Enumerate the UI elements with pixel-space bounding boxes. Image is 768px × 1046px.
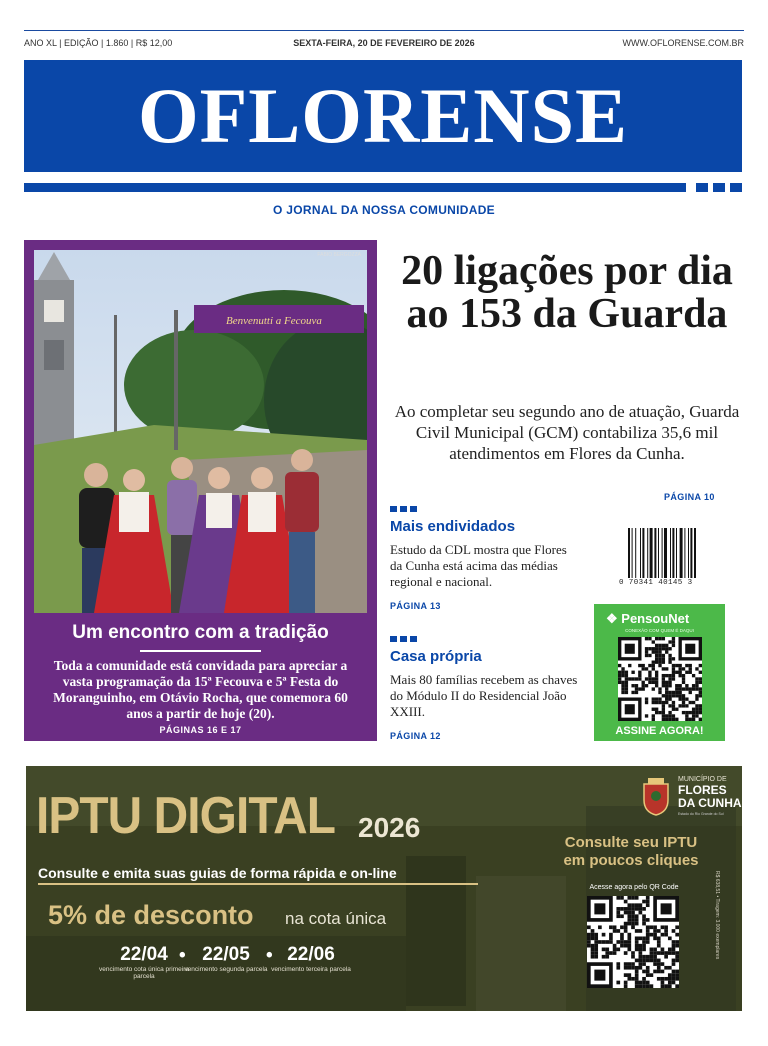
photo-credit: FABIO BERGOZZA <box>317 252 361 258</box>
festival-photo <box>34 250 367 613</box>
iptu-description: Consulte e emita suas guias de forma rápida e on-line <box>38 865 397 881</box>
due-date-caption: vencimento cota única primeira parcela <box>99 966 189 980</box>
issue-date: SEXTA-FEIRA, 20 DE FEVEREIRO DE 2026 <box>293 38 475 48</box>
iptu-ad[interactable] <box>26 766 742 1011</box>
feature-rule <box>140 650 261 652</box>
due-date-value: 22/06 <box>287 944 335 965</box>
masthead-rule <box>24 183 686 192</box>
feature-photo <box>34 250 367 613</box>
masthead <box>24 60 742 172</box>
rule-square <box>713 183 725 192</box>
brief-page-debt[interactable]: PÁGINA 13 <box>390 601 441 611</box>
feature-page-ref[interactable]: PÁGINAS 16 E 17 <box>159 725 242 735</box>
subscribe-button[interactable]: ASSINE AGORA! <box>615 725 704 737</box>
separator-dot: • <box>179 945 186 966</box>
municipality-label: MUNICÍPIO DE <box>678 776 727 783</box>
municipality-state: Estado do Rio Grande do Sul <box>678 812 724 816</box>
brief-title-debt[interactable]: Mais endividados <box>390 518 516 535</box>
tagline: O JORNAL DA NOSSA COMUNIDADE <box>273 203 495 217</box>
main-standfirst: Ao completar seu segundo ano de atuação, Guarda Civil Municipal (GCM) contabiliza 35,6 mil atendimentos em Flores da Cunha. <box>394 402 740 463</box>
section-marker <box>390 636 420 642</box>
brief-text-debt: Estudo da CDL mostra que Flores da Cunha está acima das médias regional e nacional. <box>390 542 567 589</box>
municipal-crest-icon <box>640 776 672 816</box>
pensounet-logo <box>606 611 689 627</box>
brief-title-housing[interactable]: Casa própria <box>390 648 482 665</box>
due-date-value: 22/04 <box>120 944 168 965</box>
iptu-cta-text: Consulte seu IPTU em poucos cliques <box>563 834 699 869</box>
barcode <box>628 528 706 578</box>
rule-square <box>730 183 742 192</box>
qr-code-icon[interactable] <box>587 896 679 988</box>
feature-title[interactable]: Um encontro com a tradição <box>72 622 329 643</box>
municipality-name: FLORES DA CUNHA <box>678 783 742 810</box>
newspaper-logo: OFLORENSE <box>137 72 629 159</box>
iptu-title: IPTU DIGITAL <box>36 787 336 845</box>
brief-page-housing[interactable]: PÁGINA 12 <box>390 731 441 741</box>
wifi-icon: ❖ <box>606 611 618 626</box>
top-rule <box>24 30 744 31</box>
due-date-value: 22/05 <box>202 944 250 965</box>
pensounet-ad[interactable] <box>594 604 725 741</box>
edition-info: ANO XL | EDIÇÃO | 1.860 | R$ 12,00 <box>24 38 173 48</box>
discount-amount: 5% de desconto <box>48 900 254 930</box>
main-page-ref[interactable]: PÁGINA 10 <box>664 492 715 502</box>
feature-text: Toda a comunidade está convidada para apreciar a vasta programação da 15ª Fecouva e 5ª Festa do Moranguinho, em Otávio Rocha, que comemora 60 anos a partir de hoje (20). <box>53 658 348 721</box>
print-info: R$ 638,51 • Tiragem: 3.000 exemplares <box>714 871 720 960</box>
pensounet-subtitle: CONEXÃO COM QUEM É DAQUI <box>625 628 694 633</box>
qr-code-icon[interactable] <box>618 637 702 721</box>
qr-instruction: Acesse agora pelo QR Code <box>589 884 679 891</box>
pensounet-logo-text: PensouNet <box>621 611 690 626</box>
separator-dot: • <box>266 945 273 966</box>
brief-text-housing: Mais 80 famílias recebem as chaves do Módulo II do Residencial João XXIII. <box>390 672 578 719</box>
due-date-caption: vencimento segunda parcela <box>184 966 268 973</box>
discount-note: na cota única <box>285 909 387 928</box>
rule-square <box>696 183 708 192</box>
feature-story[interactable] <box>24 240 377 741</box>
website-link[interactable]: WWW.OFLORENSE.COM.BR <box>622 38 744 48</box>
barcode-number: 0 70341 40145 3 <box>619 579 693 587</box>
due-date-3 <box>261 944 361 973</box>
iptu-rule <box>38 883 478 885</box>
section-marker <box>390 506 420 512</box>
arch-banner-text: Benvenutti a Fecouva <box>226 315 322 327</box>
iptu-year: 2026 <box>358 812 421 843</box>
main-headline[interactable]: 20 ligações por dia ao 153 da Guarda <box>401 248 733 337</box>
due-date-caption: vencimento terceira parcela <box>271 966 351 973</box>
